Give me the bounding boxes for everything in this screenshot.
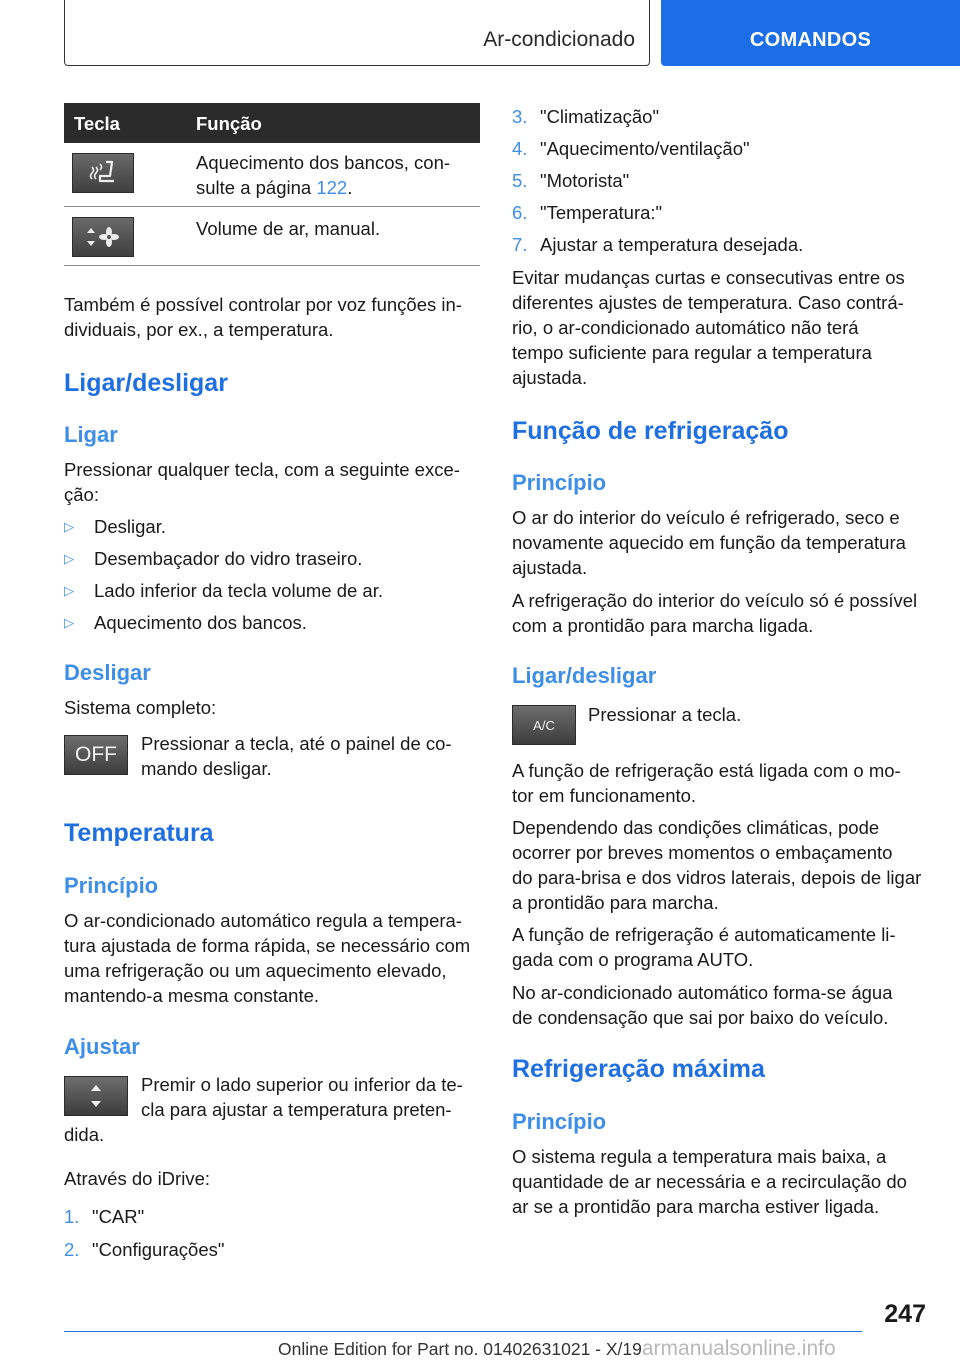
voice-control-text: Também é possível controlar por voz funções in- dividuais, por ex., a temperatura. (64, 294, 462, 340)
table-row (64, 207, 480, 266)
footer-divider (64, 1331, 862, 1332)
footer-edition: Online Edition for Part no. 01402631021 - X/19armanualsonline.info (278, 1337, 836, 1360)
heading-cooling-function: Função de refrigeração (512, 417, 789, 445)
temperature-principle-text: O ar-condicionado automático regula a tempera- tura ajustada de forma rápida, se necessário com uma refrigeração ou um aquecimento elevado, mantendo-a mesma constante. (64, 910, 471, 1006)
heading-on: Ligar (64, 422, 118, 447)
heading-max-cooling: Refrigeração máxima (512, 1055, 765, 1083)
off-text: Pressionar a tecla, até o painel de co- mando desligar. (141, 733, 452, 779)
row-seat-text-1: Aquecimento dos bancos, con- (196, 152, 451, 173)
table-header (64, 103, 480, 143)
heading-principle: Princípio (64, 873, 159, 898)
heading-adjust: Ajustar (64, 1034, 140, 1059)
table-header-function: Função (196, 113, 262, 134)
cooling-readiness-text: A refrigeração do interior do veículo só é possível com a prontidão para marcha ligada. (512, 590, 918, 636)
footer-watermark: armanualsonline.info (641, 1337, 836, 1360)
header-title-box (64, 0, 650, 66)
heading-principle: Princípio (512, 470, 607, 495)
idrive-intro: Através do iDrive: (64, 1168, 210, 1189)
page-reference-link[interactable]: 122 (316, 177, 348, 198)
table-header-key: Tecla (74, 113, 120, 134)
temperature-rocker-icon (64, 1076, 128, 1116)
max-cooling-text: O sistema regula a temperatura mais baixa, a quantidade de ar necessária e a recirculação do ar se a prontidão para marcha estiver ligada. (512, 1146, 907, 1217)
adjust-text-end: dida. (64, 1124, 105, 1145)
auto-program-text: A função de refrigeração é automaticamente li- gada com o programa AUTO. (512, 924, 896, 970)
table-row (64, 143, 480, 207)
row-seat-text-2: sulte a página 122. (196, 177, 353, 198)
heading-on-off: Ligar/desligar (512, 663, 657, 688)
heading-principle: Princípio (512, 1109, 607, 1134)
heading-off: Desligar (64, 660, 151, 685)
bullet-triangle-icon: ▷ (64, 583, 74, 598)
fogging-text: Dependendo das condições climáticas, pode ocorrer por breves momentos o embaçamento do para-brisa e dos vidros laterais, depois de ligar a prontidão para marcha. (512, 817, 922, 913)
header-section: COMANDOS (749, 29, 872, 51)
heading-on-off: Ligar/desligar (64, 369, 228, 397)
avoid-changes-text: Evitar mudanças curtas e consecutivas entre os diferentes ajustes de temperatura. Caso contrá- rio, o ar-condicionado automático não terá tempo suficiente para regular a temperatura ajustada. (512, 267, 905, 388)
header-section-tab (661, 0, 960, 66)
condensation-text: No ar-condicionado automático forma-se água de condensação que sai por baixo do veículo. (512, 982, 893, 1028)
ac-press-text: Pressionar a tecla. (588, 704, 742, 725)
key-function-table (64, 103, 480, 266)
adjust-text-top: Premir o lado superior ou inferior da te- cla para ajustar a temperatura preten- (141, 1074, 463, 1120)
cooling-engine-text: A função de refrigeração está ligada com o mo- tor em funcionamento. (512, 760, 901, 806)
fan-volume-icon (72, 217, 134, 257)
bullet-triangle-icon: ▷ (64, 519, 74, 534)
seat-heating-icon (72, 153, 134, 193)
off-intro: Sistema completo: (64, 697, 217, 718)
on-text: Pressionar qualquer tecla, com a seguinte exce- ção: (64, 459, 460, 505)
off-button-image: OFF (64, 735, 128, 775)
bullet-triangle-icon: ▷ (64, 615, 74, 630)
header-title: Ar-condicionado (483, 28, 635, 51)
cooling-principle-text: O ar do interior do veículo é refrigerado, seco e novamente aquecido em função da temperatura ajustada. (512, 507, 906, 578)
row-fan-text: Volume de ar, manual. (196, 218, 381, 239)
page-number: 247 (884, 1300, 926, 1328)
ac-button-image: A/C (512, 705, 576, 745)
heading-temperature: Temperatura (64, 819, 214, 847)
bullet-triangle-icon: ▷ (64, 551, 74, 566)
